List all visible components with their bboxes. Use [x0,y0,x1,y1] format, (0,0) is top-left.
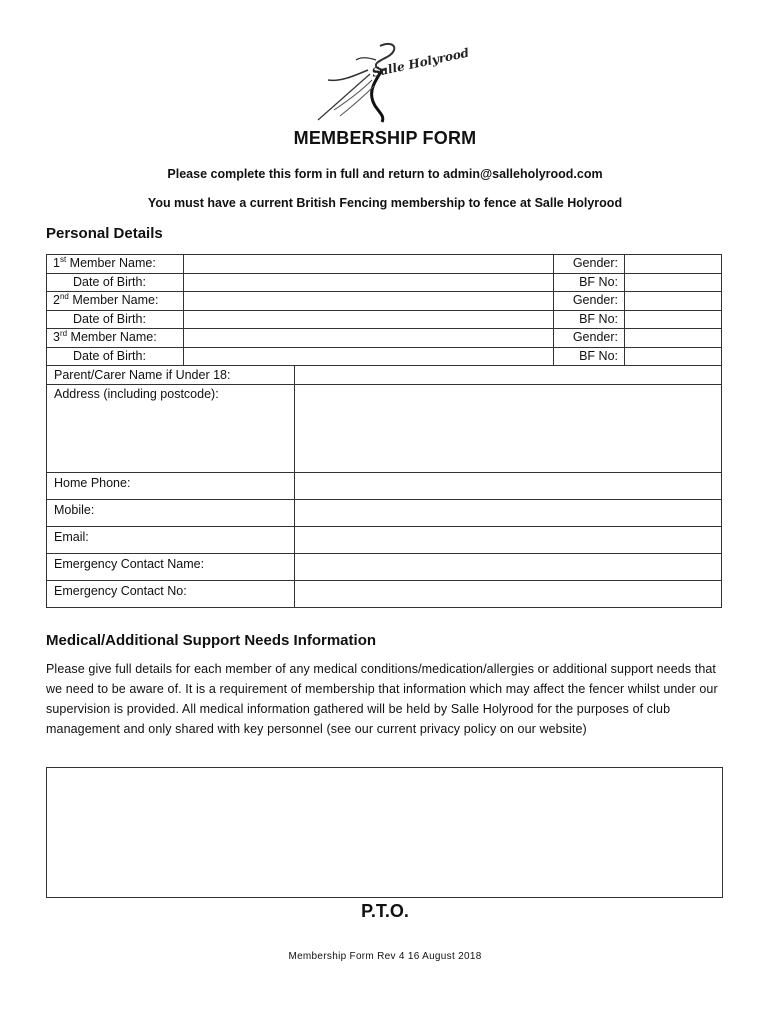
member-1-gender-field[interactable] [625,255,722,274]
medical-details-field[interactable] [46,767,723,898]
home-phone-field[interactable] [295,473,722,500]
membership-requirement: You must have a current British Fencing membership to fence at Salle Holyrood [147,196,623,210]
member-3-dob-label: Date of Birth: [47,347,184,366]
member-3-bf-label: BF No: [554,347,625,366]
member-1-bf-label: BF No: [554,273,625,292]
member-1-name-row [47,255,722,274]
member-2-bf-field[interactable] [625,310,722,329]
emergency-name-field[interactable] [295,554,722,581]
emergency-number-row [47,581,722,608]
emergency-name-label: Emergency Contact Name: [47,554,295,581]
medical-instructions: Please give full details for each member of any medical conditions/medication/allergies or additional support needs that we need to be aware of. It is a requirement of membership that information which may affect the fencer whilst under our supervision is provided. All medical information gathered will be held by Salle Holyrood for the purposes of club management and only shared with key personnel (see our current privacy policy on our website) [46,662,718,736]
member-3-dob-field[interactable] [184,347,554,366]
address-field[interactable] [295,385,722,473]
member-2-gender-field[interactable] [625,292,722,311]
member-3-name-row [47,329,722,348]
member-2-name-row [47,292,722,311]
address-row [47,385,722,473]
footer-revision: Membership Form Rev 4 16 August 2018 [288,951,482,962]
email-row [47,527,722,554]
member-3-gender-label: Gender: [554,329,625,348]
member-2-name-label: 2nd Member Name: [47,292,184,311]
members-table [46,254,722,366]
mobile-field[interactable] [295,500,722,527]
member-3-name-field[interactable] [184,329,554,348]
member-3-dob-row [47,347,722,366]
member-2-name-field[interactable] [184,292,554,311]
parent-carer-label: Parent/Carer Name if Under 18: [47,366,295,385]
member-2-dob-row [47,310,722,329]
member-1-name-field[interactable] [184,255,554,274]
emergency-name-row [47,554,722,581]
member-1-dob-label: Date of Birth: [47,273,184,292]
member-3-name-label: 3rd Member Name: [47,329,184,348]
mobile-label: Mobile: [47,500,295,527]
member-1-name-label: 1st Member Name: [47,255,184,274]
home-phone-label: Home Phone: [47,473,295,500]
personal-details-heading: Personal Details [46,225,163,242]
logo-text: Salle Holyrood [370,45,471,80]
member-3-bf-field[interactable] [625,347,722,366]
member-1-bf-field[interactable] [625,273,722,292]
return-instructions: Please complete this form in full and return to admin@salleholyrood.com [167,167,603,181]
address-label: Address (including postcode): [47,385,295,473]
member-2-dob-label: Date of Birth: [47,310,184,329]
medical-heading: Medical/Additional Support Needs Information [46,632,377,649]
parent-carer-field[interactable] [295,366,722,385]
member-2-gender-label: Gender: [554,292,625,311]
emergency-number-label: Emergency Contact No: [47,581,295,608]
email-field[interactable] [295,527,722,554]
member-3-gender-field[interactable] [625,329,722,348]
member-1-dob-row [47,273,722,292]
please-turn-over: P.T.O. [361,901,409,921]
parent-carer-row [47,366,722,385]
email-label: Email: [47,527,295,554]
member-2-dob-field[interactable] [184,310,554,329]
member-1-dob-field[interactable] [184,273,554,292]
page-title: MEMBERSHIP FORM [293,128,477,148]
emergency-number-field[interactable] [295,581,722,608]
contact-table [46,365,722,608]
home-phone-row [47,473,722,500]
mobile-row [47,500,722,527]
member-2-bf-label: BF No: [554,310,625,329]
member-1-gender-label: Gender: [554,255,625,274]
